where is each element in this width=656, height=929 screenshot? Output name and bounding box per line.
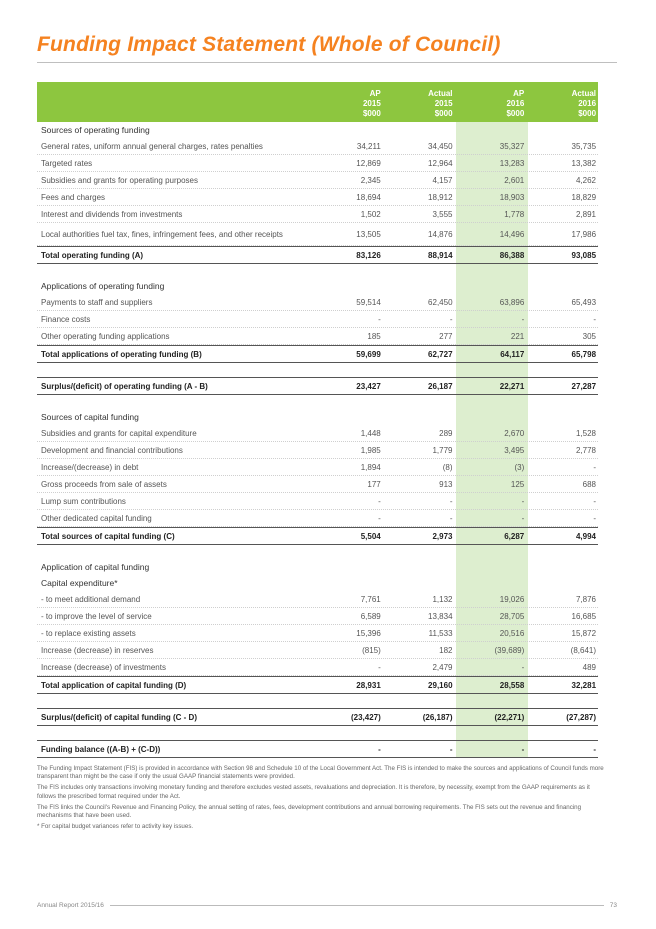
cell-col-2: 913 bbox=[439, 479, 453, 489]
cell-col-3: - bbox=[521, 513, 525, 523]
cell-col-4: - bbox=[593, 744, 597, 754]
cell-col-1: 59,699 bbox=[356, 349, 381, 359]
page-footer bbox=[37, 902, 617, 909]
cell-col-2: 11,533 bbox=[428, 628, 453, 638]
cell-col-2: 14,876 bbox=[428, 229, 453, 239]
cell-col-1: 13,505 bbox=[356, 229, 381, 239]
cell-col-4: 1,528 bbox=[575, 428, 597, 438]
row-label: Applications of operating funding bbox=[41, 281, 165, 291]
cell-col-3: 19,026 bbox=[499, 594, 525, 604]
cell-col-4: 17,986 bbox=[571, 229, 597, 239]
table-row bbox=[37, 172, 598, 189]
spacer-row bbox=[37, 395, 598, 409]
cell-col-4: 13,382 bbox=[571, 158, 597, 168]
cell-col-1: (815) bbox=[362, 645, 381, 655]
cell-col-3: - bbox=[521, 662, 525, 672]
cell-col-2: 182 bbox=[439, 645, 453, 655]
row-label: Surplus/(deficit) of operating funding (A - B) bbox=[41, 381, 208, 391]
row-label: Payments to staff and suppliers bbox=[41, 297, 153, 307]
cell-col-3: 2,601 bbox=[504, 175, 525, 185]
row-label: Development and financial contributions bbox=[41, 445, 183, 455]
cell-col-2: 3,555 bbox=[432, 209, 453, 219]
total-row bbox=[37, 345, 598, 363]
section-heading-row bbox=[37, 409, 598, 425]
cell-col-3: - bbox=[521, 744, 525, 754]
table-row bbox=[37, 294, 598, 311]
cell-col-3: (39,689) bbox=[494, 645, 525, 655]
row-label: Total sources of capital funding (C) bbox=[41, 531, 175, 541]
cell-col-3: 86,388 bbox=[499, 250, 525, 260]
table-row bbox=[37, 328, 598, 345]
table-row bbox=[37, 510, 598, 527]
cell-col-2: 12,964 bbox=[428, 158, 453, 168]
row-label: Other operating funding applications bbox=[41, 331, 170, 341]
table-row bbox=[37, 223, 598, 246]
cell-col-4: - bbox=[593, 462, 597, 472]
cell-col-2: 34,450 bbox=[428, 141, 453, 151]
cell-col-1: 59,514 bbox=[356, 297, 381, 307]
column-header-3: AP 2016 $000 bbox=[506, 89, 525, 118]
cell-col-2: 4,157 bbox=[432, 175, 453, 185]
cell-col-3: 22,271 bbox=[499, 381, 525, 391]
cell-col-4: 65,493 bbox=[571, 297, 597, 307]
cell-col-4: 688 bbox=[582, 479, 597, 489]
footnote-paragraph: The Funding Impact Statement (FIS) is provided in accordance with Section 98 and Schedule 10 of the Local Government Act. The FIS is intended to make the sources and applications of Council funds more transparent than might be the case if only the usual GAAP financial statements were provided. bbox=[37, 765, 604, 781]
cell-col-1: - bbox=[378, 496, 381, 506]
cell-col-4: - bbox=[593, 496, 597, 506]
row-label: Capital expenditure* bbox=[41, 578, 118, 588]
cell-col-2: 289 bbox=[439, 428, 453, 438]
column-header-4: Actual 2016 $000 bbox=[571, 89, 597, 118]
total-row bbox=[37, 676, 598, 694]
cell-col-3: (22,271) bbox=[494, 712, 525, 722]
total-row bbox=[37, 246, 598, 264]
cell-col-2: 62,727 bbox=[428, 349, 453, 359]
cell-col-3: 1,778 bbox=[504, 209, 525, 219]
table-row bbox=[37, 459, 598, 476]
cell-col-2: - bbox=[449, 513, 453, 523]
cell-col-4: 65,798 bbox=[571, 349, 597, 359]
cell-col-1: - bbox=[378, 662, 381, 672]
row-label: Increase (decrease) of investments bbox=[41, 662, 166, 672]
cell-col-2: 277 bbox=[439, 331, 453, 341]
row-label: Fees and charges bbox=[41, 192, 106, 202]
table-row bbox=[37, 425, 598, 442]
total-row bbox=[37, 708, 598, 726]
cell-col-3: 2,670 bbox=[504, 428, 525, 438]
cell-col-4: - bbox=[593, 513, 597, 523]
row-label: Lump sum contributions bbox=[41, 496, 126, 506]
total-row bbox=[37, 527, 598, 545]
spacer-row bbox=[37, 694, 598, 708]
cell-col-1: - bbox=[378, 314, 381, 324]
cell-col-1: 12,869 bbox=[356, 158, 381, 168]
row-label: - to improve the level of service bbox=[41, 611, 152, 621]
cell-col-1: 5,504 bbox=[360, 531, 381, 541]
footer-rule bbox=[110, 905, 604, 906]
cell-col-3: - bbox=[521, 496, 525, 506]
cell-col-1: 34,211 bbox=[356, 141, 381, 151]
section-heading-row bbox=[37, 278, 598, 294]
table-row bbox=[37, 206, 598, 223]
cell-col-4: 489 bbox=[582, 662, 597, 672]
cell-col-1: 2,345 bbox=[360, 175, 381, 185]
row-label: General rates, uniform annual general charges, rates penalties bbox=[41, 141, 263, 151]
cell-col-4: 4,994 bbox=[575, 531, 597, 541]
column-header-2: Actual 2015 $000 bbox=[428, 89, 453, 118]
cell-col-2: 13,834 bbox=[428, 611, 453, 621]
cell-col-2: 2,479 bbox=[432, 662, 453, 672]
cell-col-2: - bbox=[449, 314, 453, 324]
footnote-paragraph: * For capital budget variances refer to activity key issues. bbox=[37, 823, 194, 831]
cell-col-1: 18,694 bbox=[356, 192, 381, 202]
spacer-row bbox=[37, 726, 598, 740]
cell-col-1: - bbox=[378, 744, 381, 754]
cell-col-4: 18,829 bbox=[571, 192, 597, 202]
row-label: - to meet additional demand bbox=[41, 594, 141, 604]
row-label: Finance costs bbox=[41, 314, 91, 324]
cell-col-2: 62,450 bbox=[428, 297, 453, 307]
cell-col-3: - bbox=[521, 314, 525, 324]
footer-report-title: Annual Report 2015/16 bbox=[37, 902, 104, 909]
table-row bbox=[37, 493, 598, 510]
cell-col-4: 4,262 bbox=[575, 175, 597, 185]
cell-col-2: (26,187) bbox=[422, 712, 453, 722]
page-number: 73 bbox=[609, 902, 617, 909]
cell-col-2: 26,187 bbox=[428, 381, 453, 391]
cell-col-1: 1,894 bbox=[360, 462, 381, 472]
cell-col-3: 13,283 bbox=[499, 158, 525, 168]
cell-col-4: 27,287 bbox=[571, 381, 597, 391]
cell-col-3: (3) bbox=[514, 462, 525, 472]
row-label: Total operating funding (A) bbox=[41, 250, 144, 260]
row-label: Local authorities fuel tax, fines, infringement fees, and other receipts bbox=[41, 229, 283, 239]
cell-col-1: 1,502 bbox=[360, 209, 381, 219]
title-divider bbox=[37, 62, 617, 63]
cell-col-3: 18,903 bbox=[499, 192, 525, 202]
cell-col-3: 35,327 bbox=[499, 141, 525, 151]
cell-col-4: (27,287) bbox=[566, 712, 597, 722]
table-row bbox=[37, 138, 598, 155]
cell-col-4: 2,891 bbox=[575, 209, 597, 219]
cell-col-4: 35,735 bbox=[571, 141, 597, 151]
cell-col-1: 1,448 bbox=[360, 428, 381, 438]
section-heading-row bbox=[37, 122, 598, 138]
cell-col-3: 64,117 bbox=[500, 349, 525, 359]
cell-col-4: (8,641) bbox=[570, 645, 597, 655]
row-label: Total application of capital funding (D) bbox=[41, 680, 187, 690]
row-label: Targeted rates bbox=[41, 158, 93, 168]
cell-col-3: 14,496 bbox=[499, 229, 525, 239]
cell-col-2: - bbox=[449, 496, 453, 506]
row-label: Increase (decrease) in reserves bbox=[41, 645, 154, 655]
row-label: Interest and dividends from investments bbox=[41, 209, 183, 219]
cell-col-2: - bbox=[449, 744, 453, 754]
total-row bbox=[37, 740, 598, 758]
table-row bbox=[37, 642, 598, 659]
footnote-paragraph: The FIS includes only transactions involving monetary funding and therefore excludes vested assets, revaluations and depreciation. It is therefore, by necessity, exempt from the GAAP requirements as it follows the prescribed format required under the Act. bbox=[37, 784, 590, 800]
cell-col-3: 28,558 bbox=[499, 680, 525, 690]
cell-col-1: 15,396 bbox=[356, 628, 381, 638]
row-label: Sources of capital funding bbox=[41, 412, 139, 422]
table-row bbox=[37, 625, 598, 642]
cell-col-3: 125 bbox=[510, 479, 525, 489]
spacer-row bbox=[37, 363, 598, 377]
page-title: Funding Impact Statement (Whole of Council) bbox=[37, 33, 501, 56]
table-row bbox=[37, 189, 598, 206]
cell-col-1: - bbox=[378, 513, 381, 523]
cell-col-3: 20,516 bbox=[499, 628, 525, 638]
column-header-1: AP 2015 $000 bbox=[362, 89, 381, 118]
table-row bbox=[37, 155, 598, 172]
cell-col-4: 93,085 bbox=[571, 250, 597, 260]
cell-col-3: 3,495 bbox=[504, 445, 525, 455]
section-heading-row bbox=[37, 559, 598, 575]
cell-col-2: 88,914 bbox=[428, 250, 453, 260]
table-row bbox=[37, 659, 598, 676]
cell-col-1: 1,985 bbox=[360, 445, 381, 455]
cell-col-1: 83,126 bbox=[356, 250, 381, 260]
cell-col-3: 221 bbox=[510, 331, 525, 341]
row-label: Other dedicated capital funding bbox=[41, 513, 152, 523]
row-label: Surplus/(deficit) of capital funding (C - D) bbox=[41, 712, 197, 722]
cell-col-1: (23,427) bbox=[350, 712, 381, 722]
cell-col-1: 28,931 bbox=[356, 680, 381, 690]
row-label: Application of capital funding bbox=[41, 562, 150, 572]
cell-col-4: 7,876 bbox=[575, 594, 597, 604]
cell-col-1: 7,761 bbox=[360, 594, 381, 604]
cell-col-4: - bbox=[593, 314, 597, 324]
row-label: Gross proceeds from sale of assets bbox=[41, 479, 167, 489]
total-row bbox=[37, 377, 598, 395]
cell-col-4: 15,872 bbox=[571, 628, 597, 638]
cell-col-3: 6,287 bbox=[504, 531, 525, 541]
row-label: Subsidies and grants for operating purposes bbox=[41, 175, 198, 185]
spacer-row bbox=[37, 545, 598, 559]
row-label: - to replace existing assets bbox=[41, 628, 136, 638]
row-label: Increase/(decrease) in debt bbox=[41, 462, 139, 472]
cell-col-2: 18,912 bbox=[428, 192, 453, 202]
cell-col-2: 29,160 bbox=[428, 680, 453, 690]
table-row bbox=[37, 442, 598, 459]
cell-col-2: 1,779 bbox=[432, 445, 453, 455]
cell-col-1: 23,427 bbox=[356, 381, 381, 391]
cell-col-4: 305 bbox=[582, 331, 597, 341]
funding-impact-table bbox=[37, 82, 598, 758]
cell-col-4: 16,685 bbox=[571, 611, 597, 621]
cell-col-2: (8) bbox=[442, 462, 453, 472]
footnotes bbox=[37, 765, 605, 834]
footnote-paragraph: The FIS links the Council's Revenue and Financing Policy, the annual setting of rates, fees, development contributions and annual borrowing requirements. The FIS sets out the revenue and financing mechanisms that have been used. bbox=[37, 803, 582, 820]
cell-col-2: 2,973 bbox=[432, 531, 453, 541]
cell-col-1: 6,589 bbox=[360, 611, 381, 621]
cell-col-2: 1,132 bbox=[432, 594, 453, 604]
section-heading-row bbox=[37, 575, 598, 591]
cell-col-1: 185 bbox=[367, 331, 381, 341]
spacer-row bbox=[37, 264, 598, 278]
cell-col-3: 28,705 bbox=[499, 611, 525, 621]
table-row bbox=[37, 608, 598, 625]
cell-col-3: 63,896 bbox=[499, 297, 525, 307]
row-label: Sources of operating funding bbox=[41, 125, 150, 135]
table-row bbox=[37, 476, 598, 493]
row-label: Total applications of operating funding (B) bbox=[41, 349, 202, 359]
row-label: Subsidies and grants for capital expenditure bbox=[41, 428, 197, 438]
table-row bbox=[37, 591, 598, 608]
cell-col-4: 2,778 bbox=[575, 445, 597, 455]
cell-col-1: 177 bbox=[367, 479, 381, 489]
table-header bbox=[37, 82, 598, 122]
table-row bbox=[37, 311, 598, 328]
row-label: Funding balance ((A-B) + (C-D)) bbox=[41, 744, 161, 754]
cell-col-4: 32,281 bbox=[571, 680, 597, 690]
